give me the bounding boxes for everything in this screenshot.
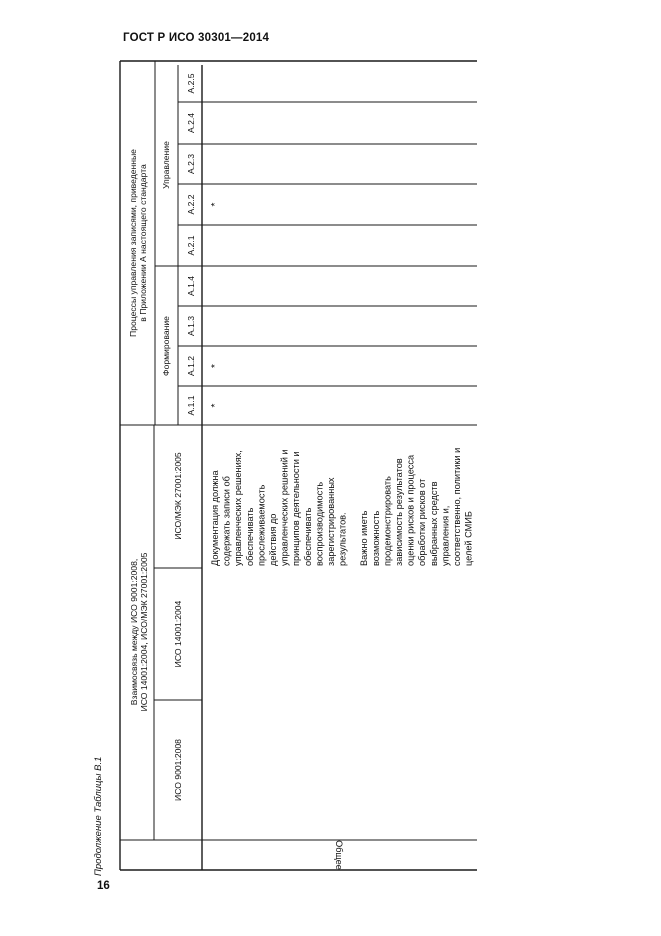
iso27001-text-line: зарегистрированных bbox=[326, 477, 336, 566]
iso27001-text-line: оценки рисков и процесса bbox=[405, 454, 416, 566]
process-code-А.2.1: А.2.1 bbox=[186, 235, 196, 256]
group-management-header: Управление bbox=[161, 141, 171, 189]
iso27001-text-line: управления и, bbox=[440, 505, 451, 566]
process-column-lines bbox=[178, 102, 477, 386]
iso27001-text-line: содержать записи об bbox=[221, 476, 232, 566]
table-continuation-caption: Продолжение Таблицы B.1 bbox=[93, 756, 104, 876]
process-code-А.2.2: А.2.2 bbox=[186, 194, 196, 215]
processes-header-line1: Процессы управления записями, приведенные bbox=[128, 149, 138, 337]
process-mark-А.2.2: * bbox=[210, 202, 221, 207]
process-code-headers bbox=[186, 73, 196, 415]
relation-header-line2: ИСО 14001:2004, ИСО/МЭК 27001:2005 bbox=[139, 552, 149, 712]
iso27001-text-line: возможность bbox=[370, 510, 381, 566]
process-code-А.1.1: А.1.1 bbox=[186, 395, 196, 416]
iso27001-text-line: результатов. bbox=[337, 512, 348, 566]
row-label-general: Общее bbox=[334, 840, 344, 870]
document-header: ГОСТ Р ИСО 30301—2014 bbox=[123, 32, 270, 44]
process-code-А.1.2: А.1.2 bbox=[186, 355, 196, 377]
iso27001-cell-text bbox=[210, 448, 474, 566]
iso27001-text-line: управленческих решений и bbox=[279, 449, 290, 566]
column-iso14001-header: ИСО 14001:2004 bbox=[173, 600, 183, 668]
iso27001-text-line: соответственно, политики и bbox=[452, 447, 462, 566]
column-iso9001-header: ИСО 9001:2008 bbox=[173, 739, 183, 801]
process-code-А.2.5: А.2.5 bbox=[186, 73, 196, 94]
process-mark-А.1.1: * bbox=[210, 403, 221, 408]
process-code-А.2.4: А.2.4 bbox=[186, 112, 196, 134]
iso27001-text-line: зависимость результатов bbox=[394, 458, 404, 566]
process-code-А.1.3: А.1.3 bbox=[186, 315, 196, 337]
iso27001-text-line: воспроизводимость bbox=[314, 481, 325, 566]
iso27001-text-line: обеспечивать bbox=[244, 507, 255, 566]
iso27001-text-line: обработки рисков от bbox=[417, 478, 428, 566]
iso27001-text-line: выбранных средств bbox=[428, 481, 439, 566]
process-marks bbox=[210, 202, 221, 407]
iso27001-text-line: принципов деятельности и bbox=[291, 451, 302, 566]
iso27001-text-line: Важно иметь bbox=[359, 510, 370, 566]
process-code-А.1.4: А.1.4 bbox=[186, 275, 196, 297]
relation-header-line1: Взаимосвязь между ИСО 9001:2008, bbox=[129, 558, 139, 706]
iso27001-text-line: действия до bbox=[268, 513, 278, 566]
processes-header-line2: в Приложении А настоящего стандарта bbox=[138, 164, 148, 322]
page-number: 16 bbox=[97, 880, 110, 892]
process-mark-А.1.2: * bbox=[210, 364, 221, 368]
process-code-А.2.3: А.2.3 bbox=[186, 153, 196, 175]
iso27001-text-line: продемонстрировать bbox=[382, 476, 393, 566]
iso27001-text-line: управленческих решениях, bbox=[233, 450, 244, 566]
iso27001-text-line: обеспечивать bbox=[302, 507, 313, 566]
column-iso27001-header: ИСО/МЭК 27001:2005 bbox=[173, 452, 183, 540]
iso27001-text-line: целей СМИБ bbox=[463, 511, 474, 566]
iso27001-text-line: Документация должна bbox=[210, 470, 220, 566]
group-formation-header: Формирование bbox=[161, 316, 171, 376]
iso27001-text-line: прослеживаемость bbox=[256, 484, 267, 566]
